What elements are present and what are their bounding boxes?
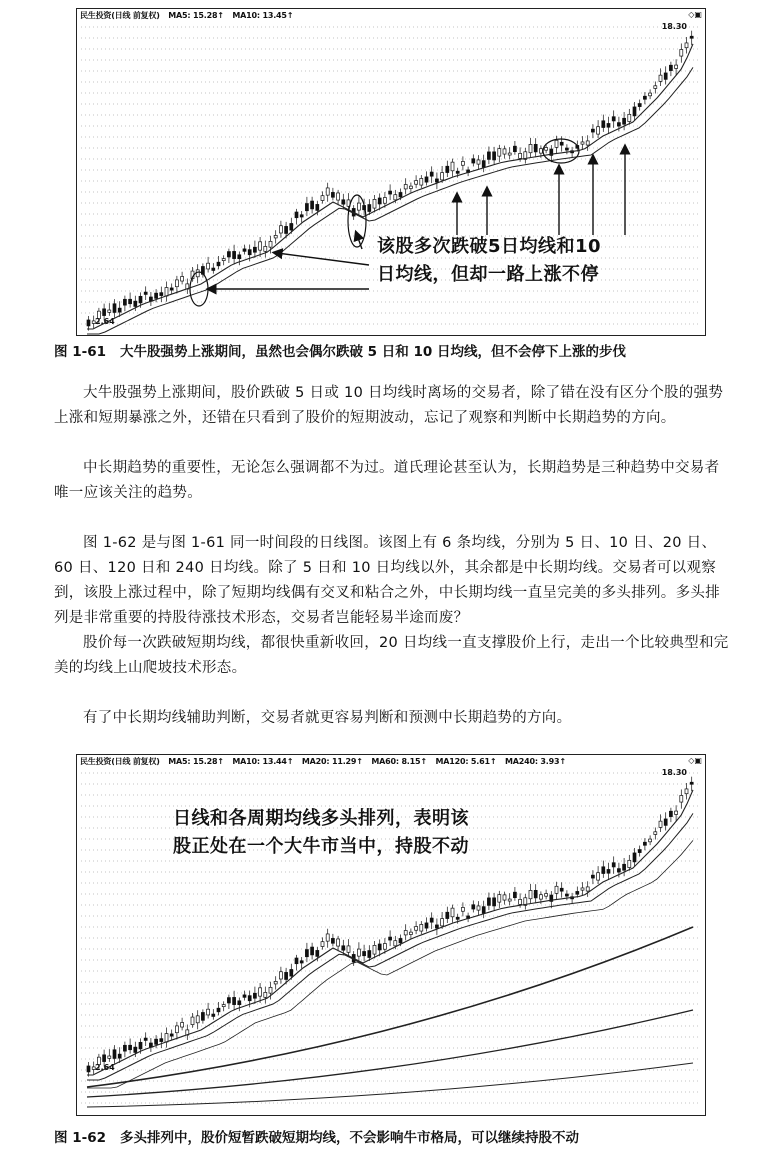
candle-body xyxy=(233,997,236,1004)
candle-body xyxy=(482,161,485,168)
candle-body xyxy=(394,941,397,946)
ma10-readout: MA10: 13.44↑ xyxy=(232,757,294,766)
candle-body xyxy=(664,73,667,79)
candle-body xyxy=(175,280,178,287)
candle-body xyxy=(316,204,319,210)
candle-body xyxy=(269,987,272,993)
candle-body xyxy=(175,1026,178,1033)
candle-body xyxy=(123,299,126,305)
paragraph-1: 大牛股强势上涨期间，股价跌破 5 日或 10 日均线时离场的交易者，除了错在没有区分个股的强势上涨和短期暴涨之外，还错在只看到了股价的短期波动，忘记了观察和判断中长期趋势的方向。 xyxy=(54,385,724,426)
candle-body xyxy=(633,107,636,116)
candle-body xyxy=(586,141,589,145)
candle-body xyxy=(612,117,615,121)
candle-body xyxy=(472,905,475,909)
candle-body xyxy=(321,942,324,947)
candle-body xyxy=(560,888,563,891)
candle-body xyxy=(118,308,121,312)
candle-body xyxy=(633,853,636,862)
candle-body xyxy=(617,123,620,126)
candle-body xyxy=(305,204,308,211)
candle-body xyxy=(87,320,90,326)
candle-body xyxy=(441,919,444,926)
candle-body xyxy=(196,270,199,277)
candle-body xyxy=(534,144,537,152)
candle-body xyxy=(373,945,376,954)
candle-body xyxy=(139,1042,142,1049)
candle-body xyxy=(227,998,230,1003)
candle-body xyxy=(290,969,293,976)
candle-body xyxy=(643,96,646,99)
candle-body xyxy=(493,152,496,160)
candle-body xyxy=(690,36,693,38)
candle-body xyxy=(337,193,340,200)
candle-body xyxy=(129,299,132,303)
candle-body xyxy=(399,192,402,196)
candle-body xyxy=(259,242,262,250)
candle-body xyxy=(623,118,626,124)
candle-body xyxy=(425,923,428,928)
candle-body xyxy=(591,875,594,878)
candle-body xyxy=(461,161,464,165)
window-control-icon[interactable]: ◇▣ xyxy=(688,756,702,765)
candle-body xyxy=(649,93,652,96)
candle-body xyxy=(555,886,558,893)
candle-body xyxy=(420,178,423,185)
candle-body xyxy=(233,251,236,258)
candle-body xyxy=(300,961,303,963)
ma240-line xyxy=(87,1063,693,1107)
candle-body xyxy=(435,925,438,928)
candle-body xyxy=(560,142,563,145)
window-control-icon[interactable]: ◇▣ xyxy=(688,10,702,19)
candle-body xyxy=(415,927,418,931)
candle-body xyxy=(456,171,459,173)
candle-body xyxy=(649,839,652,842)
candle-body xyxy=(368,205,371,212)
candle-body xyxy=(259,988,262,996)
candle-body xyxy=(389,191,392,194)
candle-body xyxy=(212,268,215,270)
candle-body xyxy=(404,930,407,934)
candle-body xyxy=(305,950,308,957)
candle-body xyxy=(253,993,256,998)
candle-body xyxy=(311,201,314,209)
paragraph-2: 中长期趋势的重要性，无论怎么强调都不为过。道氏理论甚至认为，长期趋势是三种趋势中交易者唯一应该关注的趋势。 xyxy=(54,460,720,501)
candle-body xyxy=(529,144,532,152)
candle-body xyxy=(513,146,516,151)
ma120-readout: MA120: 5.61↑ xyxy=(435,757,497,766)
candle-body xyxy=(638,850,641,853)
candle-body xyxy=(669,811,672,816)
candle-body xyxy=(680,795,683,802)
candle-body xyxy=(207,1009,210,1015)
candle-body xyxy=(659,75,662,81)
candle-body xyxy=(87,1066,90,1072)
low-price-label: 2.64 xyxy=(95,1063,115,1072)
candle-body xyxy=(144,1038,147,1040)
candle-body xyxy=(685,789,688,794)
ma120-line xyxy=(87,1010,693,1097)
candle-body xyxy=(357,203,360,210)
candle-body xyxy=(295,958,298,964)
chart-legend xyxy=(80,10,299,21)
candle-body xyxy=(212,1014,215,1016)
candle-body xyxy=(487,152,490,159)
candle-body xyxy=(487,898,490,905)
candle-body xyxy=(477,906,480,910)
candle-body xyxy=(134,301,137,306)
candle-body xyxy=(389,937,392,940)
candle-body xyxy=(659,821,662,827)
candle-body xyxy=(415,181,418,185)
ma20-line xyxy=(87,840,693,1088)
candle-body xyxy=(451,162,454,171)
candle-body xyxy=(545,894,548,897)
candle-body xyxy=(503,895,506,900)
ma5-readout: MA5: 15.28↑ xyxy=(168,757,224,766)
candle-body xyxy=(612,863,615,867)
candle-body xyxy=(446,912,449,918)
candle-body xyxy=(108,310,111,312)
candle-body xyxy=(118,1054,121,1058)
candle-body xyxy=(165,288,168,296)
candle-body xyxy=(342,200,345,204)
candle-body xyxy=(607,869,610,873)
candle-body xyxy=(238,255,241,259)
candle-body xyxy=(602,121,605,128)
candle-body xyxy=(576,891,579,894)
candle-body xyxy=(545,148,548,151)
candle-body xyxy=(264,992,267,997)
chart-annotation: 该股多次跌破5日均线和10 日均线，但却一路上涨不停 xyxy=(377,236,602,285)
candle-body xyxy=(425,177,428,182)
candle-body xyxy=(680,49,683,56)
candle-body xyxy=(316,950,319,956)
candle-body xyxy=(529,890,532,898)
candle-body xyxy=(607,123,610,127)
candle-body xyxy=(654,832,657,835)
candle-body xyxy=(357,949,360,956)
ma20-readout: MA20: 11.29↑ xyxy=(301,757,363,766)
chart-figure-1-62 xyxy=(76,754,706,1116)
candle-body xyxy=(586,887,589,891)
candle-body xyxy=(248,996,251,1001)
candle-body xyxy=(123,1045,126,1051)
candle-body xyxy=(675,65,678,68)
candle-body xyxy=(201,1012,204,1020)
candle-body xyxy=(238,1001,241,1005)
candle-body xyxy=(404,184,407,188)
candle-body xyxy=(503,149,506,154)
candle-body xyxy=(638,104,641,107)
candle-body xyxy=(170,288,173,290)
candle-body xyxy=(274,235,277,238)
candle-body xyxy=(222,259,225,261)
candle-body xyxy=(217,262,220,266)
candle-body xyxy=(274,981,277,984)
candle-body xyxy=(113,1050,116,1059)
candle-body xyxy=(461,907,464,911)
candle-body xyxy=(482,907,485,914)
candle-body xyxy=(243,995,246,997)
candle-body xyxy=(207,263,210,269)
candle-body xyxy=(337,939,340,946)
candle-body xyxy=(160,1039,163,1042)
candle-body xyxy=(628,114,631,121)
candle-body xyxy=(669,65,672,70)
candle-body xyxy=(134,1047,137,1052)
candle-body xyxy=(222,1005,225,1007)
candle-body xyxy=(248,250,251,255)
candle-body xyxy=(685,43,688,48)
candle-body xyxy=(565,894,568,896)
candle-body xyxy=(279,226,282,233)
candle-body xyxy=(383,944,386,950)
candle-body xyxy=(300,215,303,217)
low-price-label: 2.64 xyxy=(95,317,115,326)
candle-body xyxy=(498,149,501,156)
candle-body xyxy=(456,917,459,919)
ma60-line xyxy=(87,927,693,1087)
candle-body xyxy=(144,292,147,294)
candle-body xyxy=(519,153,522,158)
ma10-readout: MA10: 13.45↑ xyxy=(232,11,294,20)
candle-body xyxy=(534,890,537,898)
stock-name: 民生投资(日线 前复权) xyxy=(80,11,160,20)
candle-body xyxy=(227,252,230,257)
paragraph-3: 图 1-62 是与图 1-61 同一时间段的日线图。该图上有 6 条均线，分别为 5 日、10 日、20 日、60 日、120 日和 240 日均线。除了 5 日和 10 日均线以外，其余都是中长期均线。交易者可以观察到，该股上涨过程中，除了短期均线偶有交叉和粘合之外，中长期均线一直呈完美的多头排列。多头排列是非常重要的持股待涨技术形态，交易者岂能轻易半途而废？ xyxy=(54,535,720,626)
candle-body xyxy=(591,129,594,132)
chart-figure-1-61 xyxy=(76,8,706,336)
candle-body xyxy=(430,918,433,922)
candle-body xyxy=(508,153,511,155)
candle-body xyxy=(347,946,350,952)
candle-body xyxy=(477,160,480,164)
candle-body xyxy=(643,842,646,845)
candle-body xyxy=(555,140,558,147)
ma60-readout: MA60: 8.15↑ xyxy=(371,757,427,766)
candle-body xyxy=(690,782,693,784)
candle-body xyxy=(539,149,542,153)
candle-body xyxy=(420,924,423,931)
candle-body xyxy=(103,1055,106,1062)
peak-price-label: 18.30 xyxy=(661,768,687,777)
candle-body xyxy=(383,198,386,204)
peak-price-label: 18.30 xyxy=(661,22,687,31)
annotation-arrow xyxy=(277,253,369,265)
candle-body xyxy=(472,159,475,163)
candle-body xyxy=(253,247,256,252)
candle-body xyxy=(181,1023,184,1028)
figure-caption-1-62: 图 1-62 多头排列中，股价短暂跌破短期均线，不会影响牛市格局，可以继续持股不动 xyxy=(54,1130,579,1146)
candle-body xyxy=(617,869,620,872)
ma240-readout: MA240: 3.93↑ xyxy=(504,757,566,766)
candle-body xyxy=(373,199,376,208)
candle-body xyxy=(664,819,667,825)
candle-body xyxy=(378,944,381,950)
paragraph-4: 股价每一次跌破短期均线，都很快重新收回，20 日均线一直支撑股价上行，走出一个比较典型和完美的均线上山爬坡技术形态。 xyxy=(54,635,729,676)
chart-legend xyxy=(80,756,572,767)
candle-body xyxy=(394,195,397,200)
candle-body xyxy=(508,899,511,901)
candle-body xyxy=(430,172,433,176)
candle-body xyxy=(160,293,163,296)
candle-body xyxy=(581,888,584,890)
candle-body xyxy=(446,166,449,172)
candle-body xyxy=(108,1056,111,1058)
candle-body xyxy=(321,196,324,201)
candle-body xyxy=(602,867,605,874)
candle-body xyxy=(165,1034,168,1042)
candle-body xyxy=(493,898,496,906)
candle-body xyxy=(331,938,334,943)
candle-body xyxy=(597,127,600,134)
candle-body xyxy=(326,188,329,195)
candle-body xyxy=(363,951,366,955)
candle-body xyxy=(285,226,288,233)
candle-body xyxy=(628,860,631,867)
candle-body xyxy=(565,148,568,150)
candle-body xyxy=(311,947,314,955)
candle-body xyxy=(441,173,444,180)
candle-body xyxy=(399,938,402,942)
candle-body xyxy=(326,934,329,941)
candle-body xyxy=(191,1017,194,1025)
candle-body xyxy=(269,241,272,247)
figure-caption-1-61: 图 1-61 大牛股强势上涨期间，虽然也会偶尔跌破 5 日和 10 日均线，但不会停下上涨的步伐 xyxy=(54,344,626,360)
candle-body xyxy=(331,192,334,197)
candle-body xyxy=(279,972,282,979)
ma10-line xyxy=(87,67,693,334)
candle-body xyxy=(519,899,522,904)
candle-body xyxy=(113,304,116,313)
candle-body xyxy=(285,972,288,979)
candle-body xyxy=(181,277,184,282)
candle-body xyxy=(368,951,371,958)
candle-body xyxy=(581,142,584,144)
paragraph-5: 有了中长期均线辅助判断，交易者就更容易判断和预测中长期趋势的方向。 xyxy=(83,710,572,726)
candle-body xyxy=(409,932,412,934)
candle-body xyxy=(217,1008,220,1012)
chart-annotation: 日线和各周期均线多头排列，表明该 股正处在一个大牛市当中，持股不动 xyxy=(173,808,469,857)
candle-body xyxy=(295,212,298,218)
candle-body xyxy=(513,892,516,897)
candle-body xyxy=(196,1016,199,1023)
ma5-readout: MA5: 15.28↑ xyxy=(168,11,224,20)
candle-body xyxy=(539,895,542,899)
candle-body xyxy=(170,1034,173,1036)
candle-body xyxy=(597,873,600,880)
stock-name: 民生投资(日线 前复权) xyxy=(80,757,160,766)
candle-body xyxy=(129,1045,132,1049)
candle-body xyxy=(675,811,678,814)
candle-body xyxy=(243,249,246,251)
candle-body xyxy=(103,309,106,316)
candle-body xyxy=(155,1039,158,1044)
candle-body xyxy=(139,296,142,303)
candle-body xyxy=(342,946,345,950)
candle-body xyxy=(264,246,267,251)
candle-body xyxy=(451,908,454,917)
candle-body xyxy=(378,198,381,204)
candle-body xyxy=(498,895,501,902)
candle-body xyxy=(654,86,657,89)
candle-body xyxy=(435,179,438,182)
candle-body xyxy=(155,293,158,298)
candle-body xyxy=(409,186,412,188)
candle-body xyxy=(290,223,293,230)
candle-body xyxy=(623,864,626,870)
